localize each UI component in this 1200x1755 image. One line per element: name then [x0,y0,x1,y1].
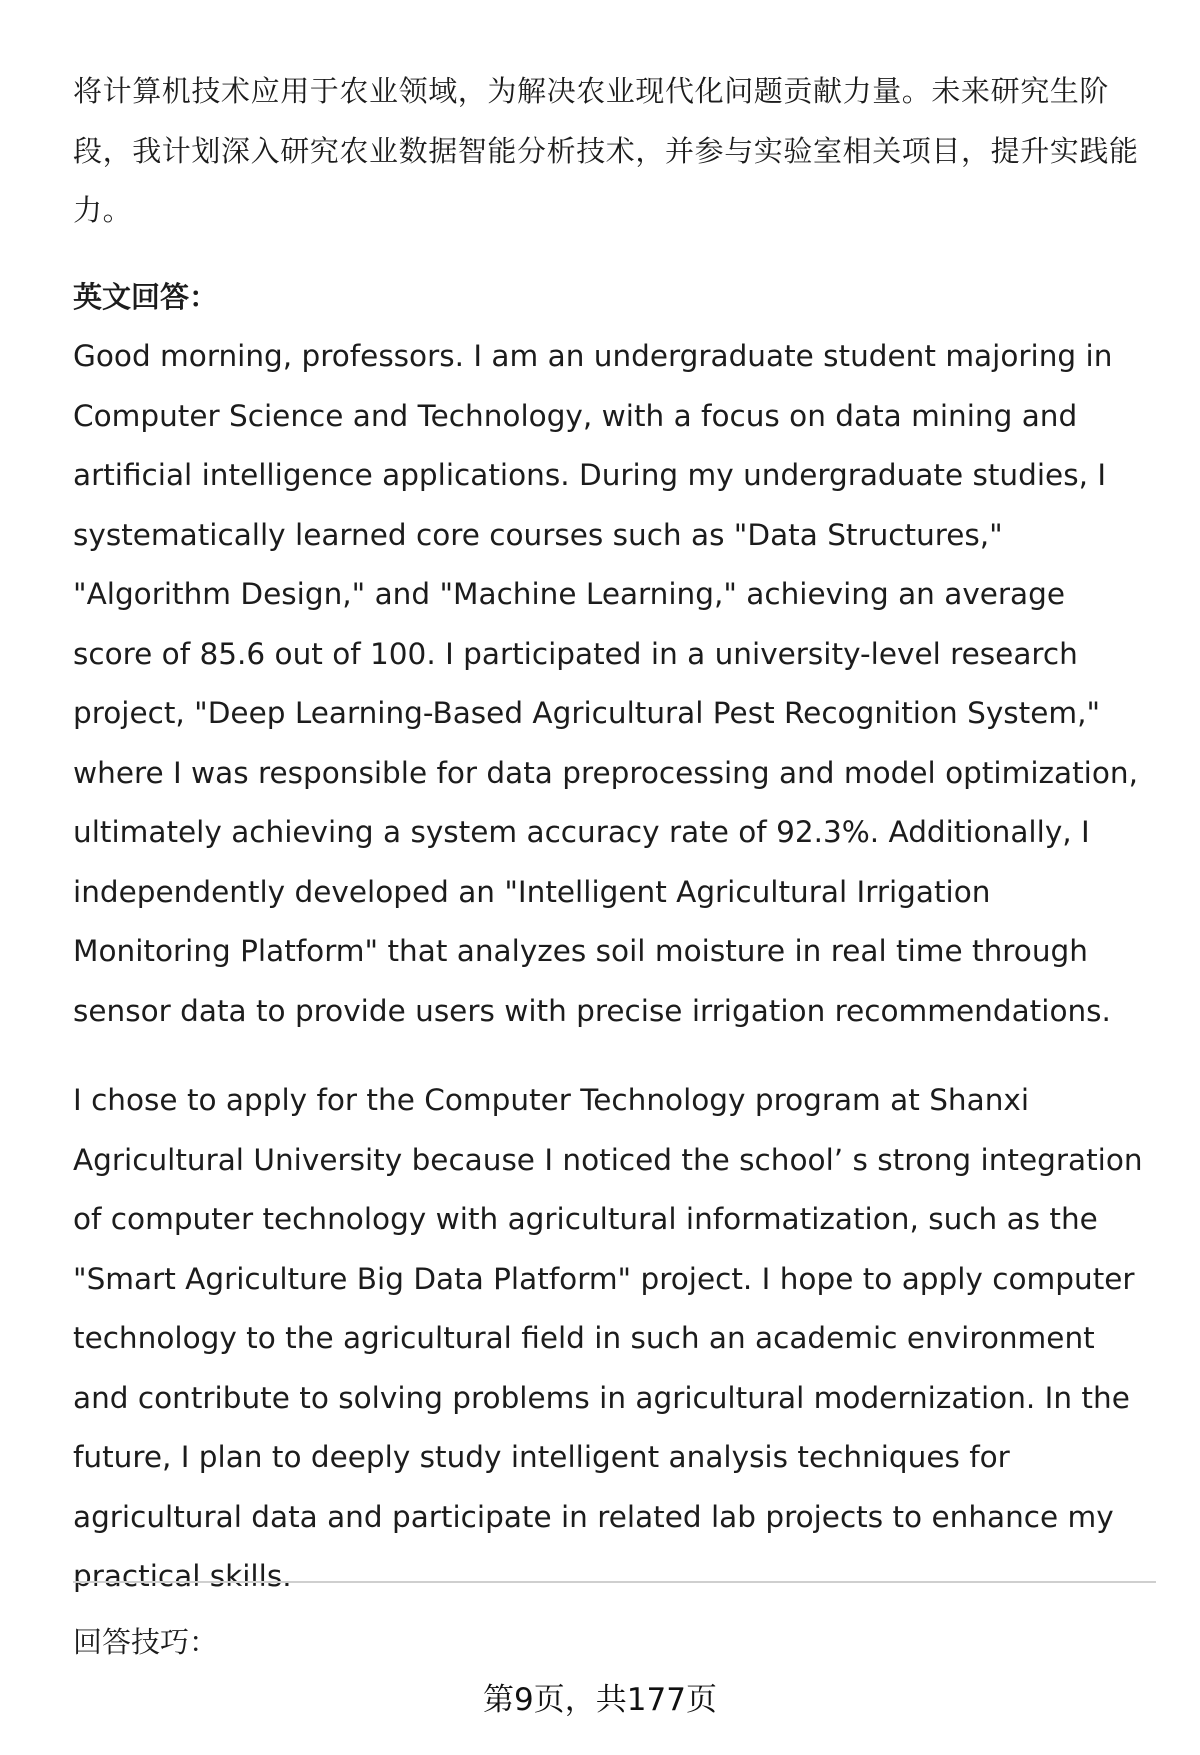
document-page [73,62,1153,1607]
english-paragraph-1: Good morning, professors. I am an undergraduate student majoring in Computer Science and Technology, with a focus on data mining and artificial intelligence applications. During my undergraduate studies, I systematically learned core courses such as "Data Structures," "Algorithm Design," and "Machine Learning," achieving an average score of 85.6 out of 100. I participated in a university-level research project, "Deep Learning-Based Agricultural Pest Recognition System," where I was responsible for data preprocessing and model optimization, ultimately achieving a system accuracy rate of 92.3%. Additionally, I independently developed an "Intelligent Agricultural Irrigation Monitoring Platform" that analyzes soil moisture in real time through sensor data to provide users with precise irrigation recommendations. [73,339,1138,1028]
answer-tips-heading: 回答技巧： [73,1625,219,1659]
english-answer-heading: 英文回答： [73,279,219,314]
page-number-footer: 第9页，共177页 [483,1682,717,1718]
english-paragraph-2: I chose to apply for the Computer Technology program at Shanxi Agricultural University because I noticed the school’ s strong integration of computer technology with agricultural informatization, such as the "Smart Agriculture Big Data Platform" project. I hope to apply computer technology to the agricultural field in such an academic environment and contribute to solving problems in agricultural modernization. In the future, I plan to deeply study intelligent analysis techniques for agricultural data and participate in related lab projects to enhance my practical skills. [73,1083,1143,1593]
chinese-paragraph: 将计算机技术应用于农业领域，为解决农业现代化问题贡献力量。未来研究生阶段，我计划深入研究农业数据智能分析技术，并参与实验室相关项目，提升实践能力。 [73,74,1139,227]
section-divider [73,1581,1156,1583]
